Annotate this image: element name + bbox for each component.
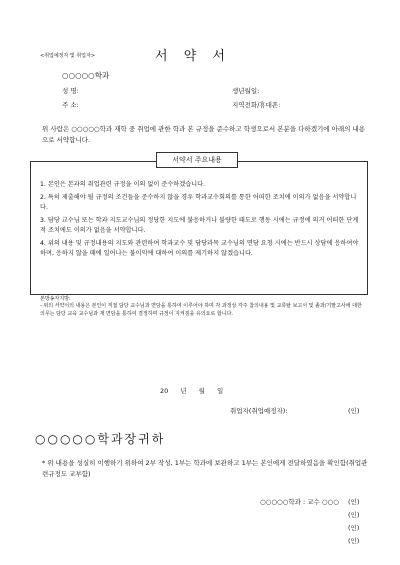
- name-label: 성 명:: [62, 87, 79, 95]
- box-title: 서약서 주요내용: [156, 152, 238, 168]
- pledge-item-1: 1. 본인은 본과의 취업관련 규정을 이의 없이 준수하겠습니다.: [40, 181, 206, 188]
- birth-label: 생년월일:: [232, 87, 260, 95]
- document-title: 서 약 서: [155, 49, 231, 64]
- signature-label: 취업자(취업예정자):: [230, 407, 288, 415]
- professor-label: ○○○○○학과 : 교수 ○○○: [260, 498, 339, 506]
- pledge-item-2: 2. 특히 제출해야 될 규정의 조건들을 준수하지 않을 경우 학과교수회의를 통한 어떠한 조치에 이의가 없음을 서약합니다.: [40, 193, 357, 211]
- intro-paragraph: 위 사람은 ○○○○○학과 재학 중 취업에 관한 학과 본 규정을 준수하고 학생으로서 본분을 다하겠기에 아래의 내용으로 서약합니다.: [42, 125, 366, 144]
- department-name: ○○○○○학과: [62, 71, 110, 80]
- professor-seal-2: (인): [348, 511, 360, 519]
- form-tag: <취업예정자 및 취업자>: [40, 53, 96, 59]
- pledge-item-3: 3. 담당 교수님 또는 학과 지도교수님의 정당한 지도에 불응하거나 불량한 태도로 행동 시에는 규정에 의거 어떠한 단계적 조치에도 이의가 없음을 서약합니다.: [40, 216, 359, 234]
- professor-seal-1: (인): [348, 498, 360, 506]
- phone-label: 지역전화/휴대폰:: [232, 101, 281, 109]
- note-text: - 위의 서약서의 내용은 본인이 직접 담당 교수님과 면담을 통하여 이루어야 하며 각 과정상 각주 참의내용 및 교류탈 보고서 및 졸과/기말고사에 대한 의무는 담당 교육 교수님과 재 면담을 통하여 결정하며 규정이 지켜짐을 유의요로 합니다.: [40, 303, 362, 317]
- signature-seal: (인): [348, 407, 360, 415]
- professor-seal-3: (인): [348, 524, 360, 532]
- recipient-line: ○○○○○학과장귀하: [35, 432, 166, 446]
- note-heading: 본방송자지방:: [40, 296, 71, 302]
- pledge-items: [40, 180, 360, 262]
- date-line: 20 년 월 일: [160, 387, 224, 395]
- professor-seal-4: (인): [348, 537, 360, 545]
- address-label: 주 소:: [62, 101, 79, 109]
- pledge-item-4: 4. 위의 내용 및 규정내용의 지도와 관련하여 학과교수 및 담당과목 교수님의 면담 요청 시에는 반드시 상담에 응하여야 하며, 응하지 않을 때에 일어나는 불이익에 대하여 이의를 제기하지 않겠습니다.: [40, 239, 359, 257]
- closing-paragraph: * 위 내용을 성실히 이행하기 위하여 2부 작성, 1부는 학과에 보관하고 1부는 본인에게 전달하였음을 확인함(취업관련규정도 교부함): [42, 459, 368, 478]
